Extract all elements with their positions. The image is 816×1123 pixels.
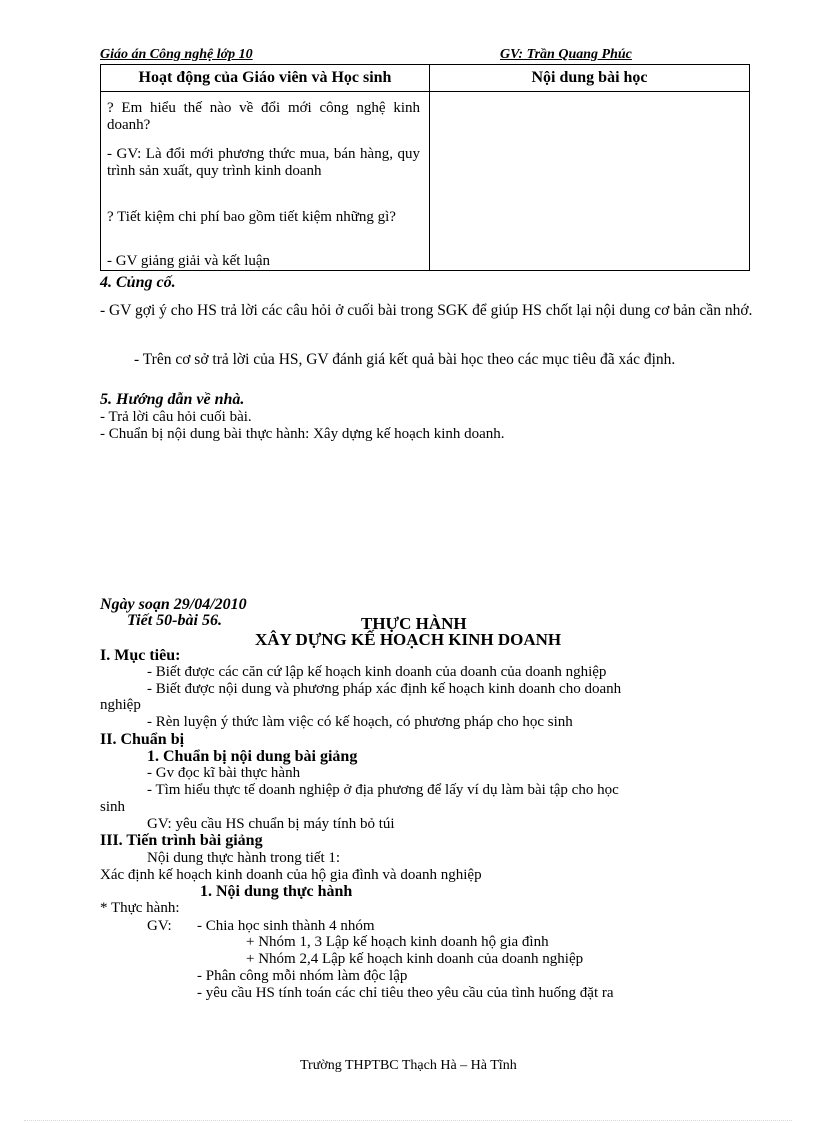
table-header-activities: Hoạt động của Giáo viên và Học sinh [101,65,430,92]
table-cell-activities [101,92,430,271]
lesson-title: THỰC HÀNH [361,614,467,633]
header-right: GV: Trần Quang Phúc [500,47,632,62]
lesson-table [100,64,750,271]
section-5-heading: 5. Hướng dẫn về nhà. [100,391,245,408]
page-bottom-divider [24,1120,792,1121]
period-label: Tiết 50-bài 56. [127,612,222,629]
objective-item: - Rèn luyện ý thức làm việc có kế hoạch, có phương pháp cho học sinh [147,714,573,730]
table-paragraph: ? Tiết kiệm chi phí bao gồm tiết kiệm những gì? [107,209,396,225]
table-paragraph: - GV: Là đổi mới phương thức mua, bán hàng, quy trình sản xuất, quy trình kinh doanh [107,146,420,179]
preparation-subheading: 1. Chuẩn bị nội dung bài giảng [147,748,358,765]
table-paragraph: ? Em hiểu thế nào về đổi mới công nghệ kinh doanh? [107,100,420,133]
page-footer: Trường THPTBC Thạch Hà – Hà Tĩnh [300,1058,517,1073]
table-cell-content [430,92,750,271]
section-5-item: - Trả lời câu hỏi cuối bài. [100,409,252,425]
objective-item-continued: nghiệp [100,697,141,713]
section-5-item: - Chuẩn bị nội dung bài thực hành: Xây dựng kế hoạch kinh doanh. [100,426,505,442]
group-assignment: + Nhóm 2,4 Lập kế hoạch kinh doanh của doanh nghiệp [246,951,584,967]
section-4-paragraph-1: - GV gợi ý cho HS trả lời các câu hỏi ở cuối bài trong SGK để giúp HS chốt lại nội dung cơ bản cần nhớ. [100,302,753,319]
practice-label: * Thực hành: [100,900,180,916]
preparation-item: GV: yêu cầu HS chuẩn bị máy tính bỏ túi [147,816,395,832]
objectives-heading: I. Mục tiêu: [100,647,181,664]
process-subheading: 1. Nội dung thực hành [200,883,353,900]
table-header-content: Nội dung bài học [430,65,750,92]
objective-item: - Biết được các căn cứ lập kế hoạch kinh doanh của doanh của doanh nghiệp [147,664,607,680]
preparation-item: - Gv đọc kĩ bài thực hành [147,765,301,781]
header-left: Giáo án Công nghệ lớp 10 [100,47,253,62]
process-step: - yêu cầu HS tính toán các chỉ tiêu theo yêu cầu của tình huống đặt ra [197,985,614,1001]
process-heading: III. Tiến trình bài giảng [100,832,263,849]
preparation-date: Ngày soạn 29/04/2010 [100,596,247,613]
section-4-paragraph-2: - Trên cơ sở trả lời của HS, GV đánh giá kết quả bài học theo các mục tiêu đã xác định. [134,351,676,368]
objective-item: - Biết được nội dung và phương pháp xác định kế hoạch kinh doanh cho doanh [147,681,622,697]
process-step: - Chia học sinh thành 4 nhóm [197,918,375,934]
lesson-subtitle: XÂY DỰNG KẾ HOẠCH KINH DOANH [255,630,562,649]
preparation-heading: II. Chuẩn bị [100,731,185,748]
process-line: Nội dung thực hành trong tiết 1: [147,850,341,866]
table-paragraph: - GV giảng giải và kết luận [107,253,271,269]
section-4-heading: 4. Củng cố. [100,274,176,291]
preparation-item-continued: sinh [100,799,126,815]
preparation-item: - Tìm hiểu thực tế doanh nghiệp ở địa phương để lấy ví dụ làm bài tập cho học [147,782,619,798]
process-step: - Phân công mỗi nhóm làm độc lập [197,968,408,984]
teacher-label: GV: [147,918,172,934]
process-line: Xác định kế hoạch kinh doanh của hộ gia đình và doanh nghiệp [100,867,482,883]
group-assignment: + Nhóm 1, 3 Lập kế hoạch kinh doanh hộ gia đình [246,934,549,950]
